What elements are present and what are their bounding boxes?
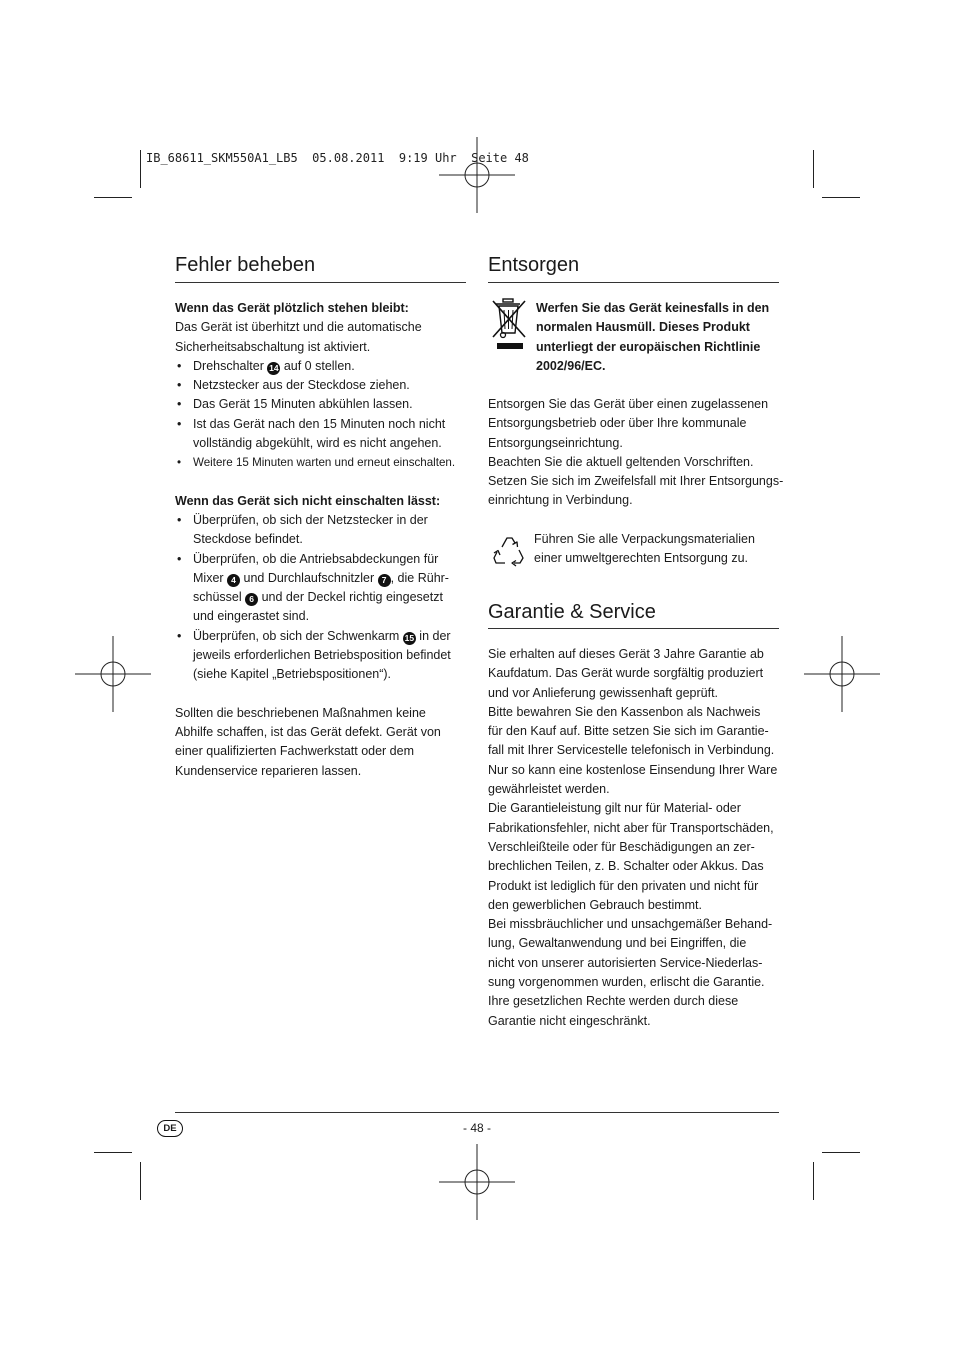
registration-mark-icon <box>439 137 515 213</box>
body-line: Abhilfe schaffen, ist das Gerät defekt. Gerät von <box>175 724 441 739</box>
list-item: • Überprüfen, ob die Antriebsabdeckungen für Mixer 4 und Durchlaufschnitzler 7 , die Rühr- schüssel 6 und der Deckel richtig eingesetzt und eingerastet sind. <box>175 550 475 627</box>
body-line: Fabrikationsfehler, nicht aber für Transportschäden, <box>488 820 774 835</box>
footer-rule <box>175 1112 779 1113</box>
body-line: nicht von unserer autorisierten Service-Niederlas- <box>488 955 763 970</box>
section-title-garantie-service: Garantie & Service <box>488 601 656 623</box>
body-line: Die Garantieleistung gilt nur für Material- oder <box>488 801 741 816</box>
language-badge: DE <box>157 1120 183 1137</box>
bullet-list <box>175 357 475 473</box>
title-underline <box>488 282 779 283</box>
body-line: gewährleistet werden. <box>488 782 610 797</box>
crop-mark <box>140 150 141 188</box>
body-line: Entsorgungseinrichtung. <box>488 435 623 450</box>
body-line: Verschleißteile oder für Beschädigungen an zer- <box>488 839 755 854</box>
body-line: Nur so kann eine kostenlose Einsendung Ihrer Ware <box>488 762 778 777</box>
body-line: lung, Gewaltanwendung und bei Eingriffen, die <box>488 936 747 951</box>
body-line: Führen Sie alle Verpackungsmaterialien <box>534 532 755 546</box>
part-number-badge: 7 <box>378 574 391 587</box>
body-line: einer umweltgerechten Entsorgung zu. <box>534 551 749 566</box>
crop-mark <box>140 1162 141 1200</box>
body-line: 2002/96/EC. <box>536 358 606 373</box>
weee-warning <box>536 299 796 376</box>
warranty-text <box>488 645 788 1031</box>
disposal-text <box>488 395 788 511</box>
part-number-badge: 6 <box>245 593 258 606</box>
body-line: Kaufdatum. Das Gerät wurde sorgfältig produziert <box>488 666 764 681</box>
crop-mark <box>94 1152 132 1153</box>
bullet-list <box>175 511 475 685</box>
body-line: unterliegt der europäischen Richtlinie <box>536 339 761 354</box>
body-line: Sie erhalten auf dieses Gerät 3 Jahre Garantie ab <box>488 647 764 661</box>
crop-mark <box>813 150 814 188</box>
body-line: einrichtung in Verbindung. <box>488 493 633 508</box>
list-item: • Drehschalter 14 auf 0 stellen. <box>175 357 475 376</box>
crop-mark <box>813 1162 814 1200</box>
registration-mark-icon <box>439 1144 515 1220</box>
part-number-badge: 4 <box>227 574 240 587</box>
list-item: • Weitere 15 Minuten warten und erneut einschalten. <box>175 453 475 472</box>
title-underline <box>488 628 779 629</box>
body-line: Produkt ist lediglich für den privaten und nicht für <box>488 878 759 893</box>
recycle-note <box>534 530 794 569</box>
recycling-symbol-icon <box>490 530 528 568</box>
list-item: • Ist das Gerät nach den 15 Minuten noch nicht vollständig abgekühlt, wird es nicht angehen. <box>175 415 475 454</box>
body-line: Kundenservice reparieren lassen. <box>175 763 362 778</box>
list-item: • Überprüfen, ob sich der Netzstecker in der Steckdose befindet. <box>175 511 475 550</box>
body-line: Das Gerät ist überhitzt und die automatische <box>175 320 422 335</box>
body-line: Ihre gesetzlichen Rechte werden durch diese <box>488 994 739 1009</box>
section-title-entsorgen: Entsorgen <box>488 254 580 276</box>
crossed-out-wheelie-bin-icon <box>490 297 528 353</box>
body-line: Garantie nicht eingeschränkt. <box>488 1013 651 1028</box>
body-line: den gewerblichen Gebrauch bestimmt. <box>488 897 703 912</box>
part-number-badge: 15 <box>404 632 415 643</box>
body-line: sung vorgenommen wurden, erlischt die Garantie. <box>488 975 765 990</box>
list-item: • Das Gerät 15 Minuten abkühlen lassen. <box>175 395 475 414</box>
troubleshooting-section <box>175 299 475 781</box>
body-line: Sicherheitsabschaltung ist aktiviert. <box>175 339 371 354</box>
body-line: normalen Hausmüll. Dieses Produkt <box>536 320 750 335</box>
title-underline <box>175 282 466 283</box>
body-line: Beachten Sie die aktuell geltenden Vorschriften. <box>488 454 754 469</box>
list-item: • Überprüfen, ob sich der Schwenkarm 15 in der jeweils erforderlichen Betriebsposition befindet (siehe Kapitel „Betriebspositionen“). <box>175 627 475 685</box>
subheading-wont-start: Wenn das Gerät sich nicht einschalten lässt: <box>175 493 441 508</box>
subheading-stops-suddenly: Wenn das Gerät plötzlich stehen bleibt: <box>175 301 409 315</box>
body-line: Entsorgen Sie das Gerät über einen zugelassenen <box>488 397 769 411</box>
body-line: für den Kauf auf. Bitte setzen Sie sich im Garantie- <box>488 724 769 739</box>
body-line: brechlichen Teilen, z. B. Schalter oder Akkus. Das <box>488 859 764 874</box>
body-line: Setzen Sie sich im Zweifelsfall mit Ihrer Entsorgungs- <box>488 474 784 489</box>
body-line: Entsorgungsbetrieb oder über Ihre kommunale <box>488 416 747 431</box>
body-line: Bei missbräuchlicher und unsachgemäßer Behand- <box>488 917 773 932</box>
body-line: Werfen Sie das Gerät keinesfalls in den <box>536 301 770 315</box>
registration-mark-icon <box>75 636 151 712</box>
list-item: • Netzstecker aus der Steckdose ziehen. <box>175 376 475 395</box>
section-title-fehler-beheben: Fehler beheben <box>175 254 316 276</box>
body-line: und vor Anlieferung gewissenhaft geprüft. <box>488 685 719 700</box>
body-line: fall mit Ihrer Servicestelle telefonisch in Verbindung. <box>488 743 775 758</box>
page-number: - 48 - <box>462 1121 491 1135</box>
registration-mark-icon <box>804 636 880 712</box>
part-number-badge: 14 <box>269 362 279 373</box>
body-line: einer qualifizierten Fachwerkstatt oder dem <box>175 744 415 759</box>
crop-mark <box>822 1152 860 1153</box>
print-slug: IB_68611_SKM550A1_LB5 05.08.2011 9:19 Uhr Seite 48 <box>146 151 529 165</box>
body-line: Bitte bewahren Sie den Kassenbon als Nachweis <box>488 704 761 719</box>
crop-mark <box>94 197 132 198</box>
body-line: Sollten die beschriebenen Maßnahmen keine <box>175 705 426 720</box>
crop-mark <box>822 197 860 198</box>
